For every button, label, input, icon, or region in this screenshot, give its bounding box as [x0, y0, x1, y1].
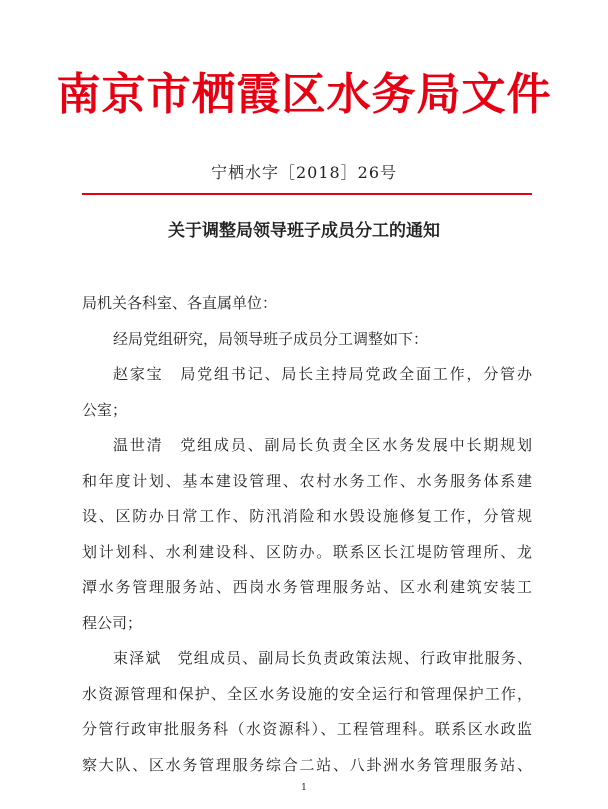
document-title: 关于调整局领导班子成员分工的通知 — [168, 221, 440, 241]
body-line: 温世清 党组成员、副局长负责全区水务发展中长期规划 — [113, 436, 532, 454]
page-number: 1 — [301, 783, 307, 793]
document-number: 宁栖水字［2018］26号 — [210, 163, 398, 182]
body-line: 局机关各科室、各直属单位： — [82, 294, 278, 312]
body-line: 水资源管理和保护、全区水务设施的安全运行和管理保护工作， — [82, 684, 532, 703]
document-header-title: 南京市栖霞区水务局文件 — [56, 69, 552, 120]
body-line: 划计划科、水利建设科、区防办。联系区长江堤防管理所、龙 — [82, 542, 532, 561]
body-line: 公室； — [82, 400, 128, 419]
body-line: 束泽斌 党组成员、副局长负责政策法规、行政审批服务、 — [113, 649, 532, 667]
document-body — [82, 286, 532, 783]
header-divider — [82, 193, 532, 195]
body-line: 潭水务管理服务站、西岗水务管理服务站、区水利建筑安装工 — [82, 578, 532, 596]
body-line: 察大队、区水务管理服务综合二站、八卦洲水务管理服务站、 — [82, 755, 532, 774]
body-line: 经局党组研究，局领导班子成员分工调整如下： — [113, 329, 429, 348]
body-line: 和年度计划、基本建设管理、农村水务工作、水务服务体系建 — [82, 471, 532, 490]
body-line: 赵家宝 局党组书记、局长主持局党政全面工作，分管办 — [113, 365, 532, 383]
body-line: 设、区防办日常工作、防汛消险和水毁设施修复工作，分管规 — [82, 507, 532, 525]
body-line: 分管行政审批服务科（水资源科）、工程管理科。联系区水政监 — [82, 720, 532, 738]
body-line: 程公司； — [82, 613, 143, 632]
